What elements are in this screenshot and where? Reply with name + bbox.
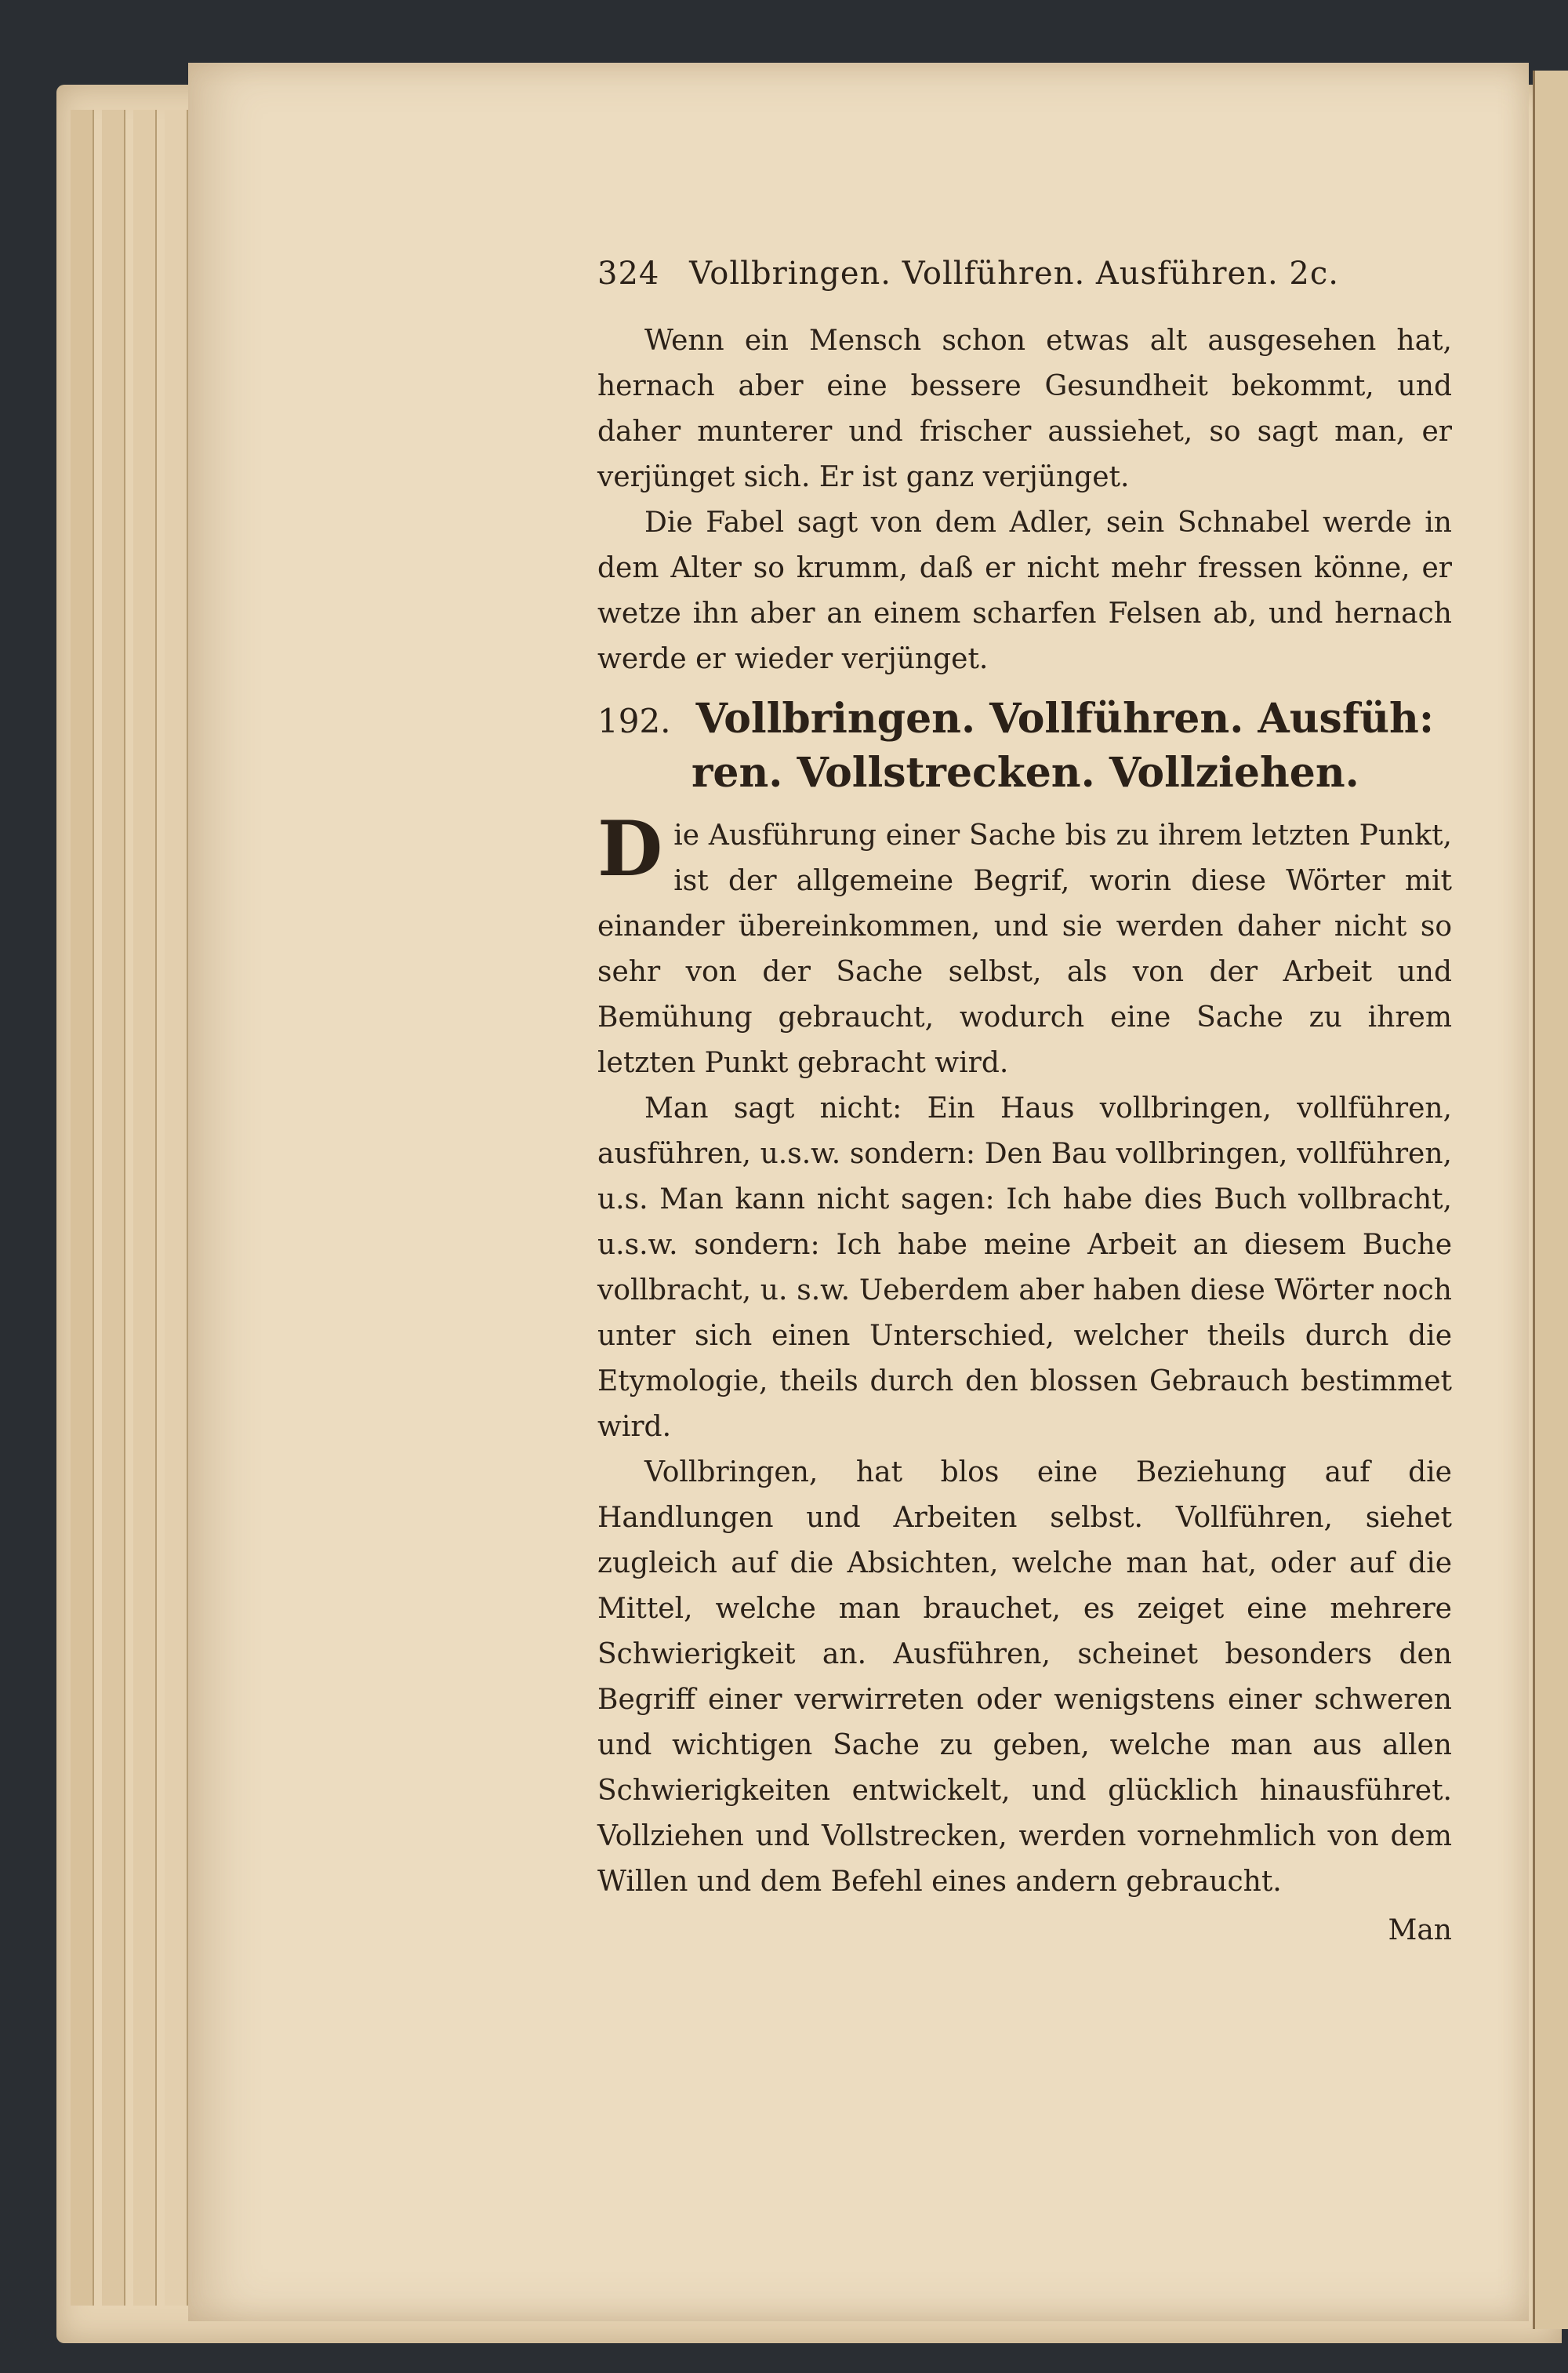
paragraph: Wenn ein Mensch schon etwas alt ausgesehen hat, hernach aber eine bessere Gesundheit bekommt, und daher munterer und frischer aussiehet, so sagt man, er verjünget sich. Er ist ganz verjünget.	[597, 325, 1452, 493]
paragraph: Die Fabel sagt von dem Adler, sein Schnabel werde in dem Alter so krumm, daß er nicht mehr fressen könne, er wetze ihn aber an einem scharfen Felsen ab, und hernach werde er wieder verjünget.	[597, 507, 1452, 675]
page-number: 324	[597, 256, 660, 292]
page-edge	[102, 110, 125, 2306]
section-title-line1: Vollbringen. Vollführen. Ausfüh:	[695, 695, 1435, 743]
page-edge	[71, 110, 94, 2306]
drop-cap: D	[597, 805, 663, 893]
first-paragraph-text: ie Ausführung einer Sache bis zu ihrem letzten Punkt, ist der allgemeine Begrif, worin diese Wörter mit einander übereinkommen, und sie werden daher nicht so sehr von der Sache selbst, als von der Arbeit und Bemühung gebraucht, wodurch eine Sache zu ihrem letzten Punkt gebracht wird.	[597, 819, 1452, 1079]
running-head-title: Vollbringen. Vollführen. Ausführen. 2c.	[689, 256, 1339, 292]
first-paragraph	[597, 805, 1452, 1086]
page-edge	[165, 110, 188, 2306]
section-title-line2: ren. Vollstrecken. Vollziehen.	[691, 749, 1359, 797]
section-heading	[597, 693, 1452, 799]
paragraph: Man sagt nicht: Ein Haus vollbringen, vollführen, ausführen, u.s.w. sondern: Den Bau vollbringen, vollführen, u.s. Man kann nicht sagen: Ich habe dies Buch vollbracht, u.s.w. sondern: Ich habe meine Arbeit an diesem Buche vollbracht, u. s.w. Ueberdem aber haben diese Wörter noch unter sich einen Unterschied, welcher theils durch die Etymologie, theils durch den blossen Gebrauch bestimmet wird.	[597, 1092, 1452, 1443]
page-text	[597, 251, 1452, 1953]
running-head	[597, 251, 1452, 296]
catchword: Man	[1388, 1914, 1452, 1946]
section-number: 192.	[597, 702, 671, 740]
page-edge	[133, 110, 157, 2306]
facing-page-edge	[1533, 71, 1568, 2329]
paragraph: Vollbringen, hat blos eine Beziehung auf die Handlungen und Arbeiten selbst. Vollführen, siehet zugleich auf die Absichten, welche man hat, oder auf die Mittel, welche man brauchet, es zeiget eine mehrere Schwierigkeit an. Ausführen, scheinet besonders den Begriff einer verwirreten oder wenigstens einer schweren und wichtigen Sache zu geben, welche man aus allen Schwierigkeiten entwickelt, und glücklich hinausführet. Vollziehen und Vollstrecken, werden vornehmlich von dem Willen und dem Befehl eines andern gebraucht.	[597, 1456, 1452, 1898]
